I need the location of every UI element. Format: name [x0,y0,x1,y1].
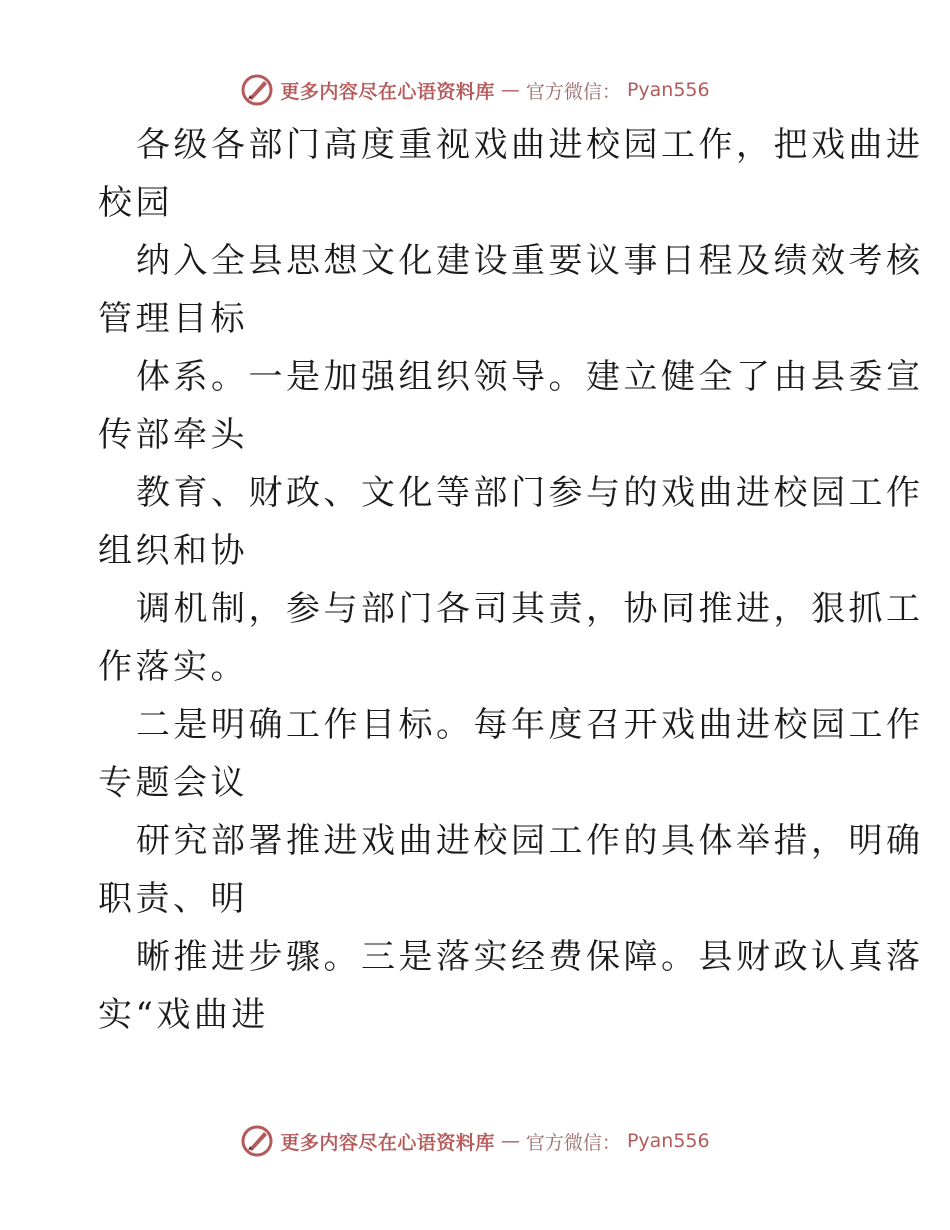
paragraph-line: 实“戏曲进 [98,995,269,1035]
paragraph [98,116,924,232]
watermark-text: 更多内容尽在心语资料库 [280,80,495,103]
paragraph-line: 各级各部门高度重视戏曲进校园工作，把戏曲进 [136,125,924,165]
brush-logo-icon [240,73,274,107]
paragraph-line: 纳入全县思想文化建设重要议事日程及绩效考核 [136,241,924,281]
paragraph [98,928,924,1044]
paragraph-line: 校园 [98,183,173,223]
paragraph-line: 作落实。 [98,647,248,687]
paragraph-line: 管理目标 [98,299,248,339]
paragraph [98,812,924,928]
watermark-dash: — [500,79,520,101]
paragraph-line: 二是明确工作目标。每年度召开戏曲进校园工作 [136,705,924,745]
brush-logo-icon [240,1124,274,1158]
watermark-id: Pyan556 [626,79,710,101]
paragraph-line: 教育、财政、文化等部门参与的戏曲进校园工作 [136,473,924,513]
paragraph [98,232,924,348]
footer-watermark [0,1121,950,1161]
paragraph-line: 组织和协 [98,531,248,571]
paragraph-line: 职责、明 [98,879,248,919]
watermark-label: 官方微信： [525,1131,621,1154]
paragraph-line: 传部牵头 [98,415,248,455]
paragraph-line: 研究部署推进戏曲进校园工作的具体举措，明确 [136,821,924,861]
paragraph-line: 体系。一是加强组织领导。建立健全了由县委宣 [136,357,924,397]
watermark-dash: — [500,1130,520,1152]
paragraph [98,696,924,812]
paragraph [98,580,924,696]
paragraph [98,464,924,580]
watermark-text: 更多内容尽在心语资料库 [280,1131,495,1154]
watermark-label: 官方微信： [525,80,621,103]
paragraph [98,348,924,464]
header-watermark [0,70,950,110]
paragraph-line: 晰推进步骤。三是落实经费保障。县财政认真落 [136,937,924,977]
watermark-id: Pyan556 [626,1130,710,1152]
paragraph-line: 调机制，参与部门各司其责，协同推进，狠抓工 [136,589,924,629]
paragraph-line: 专题会议 [98,763,248,803]
document-body [98,116,924,1044]
